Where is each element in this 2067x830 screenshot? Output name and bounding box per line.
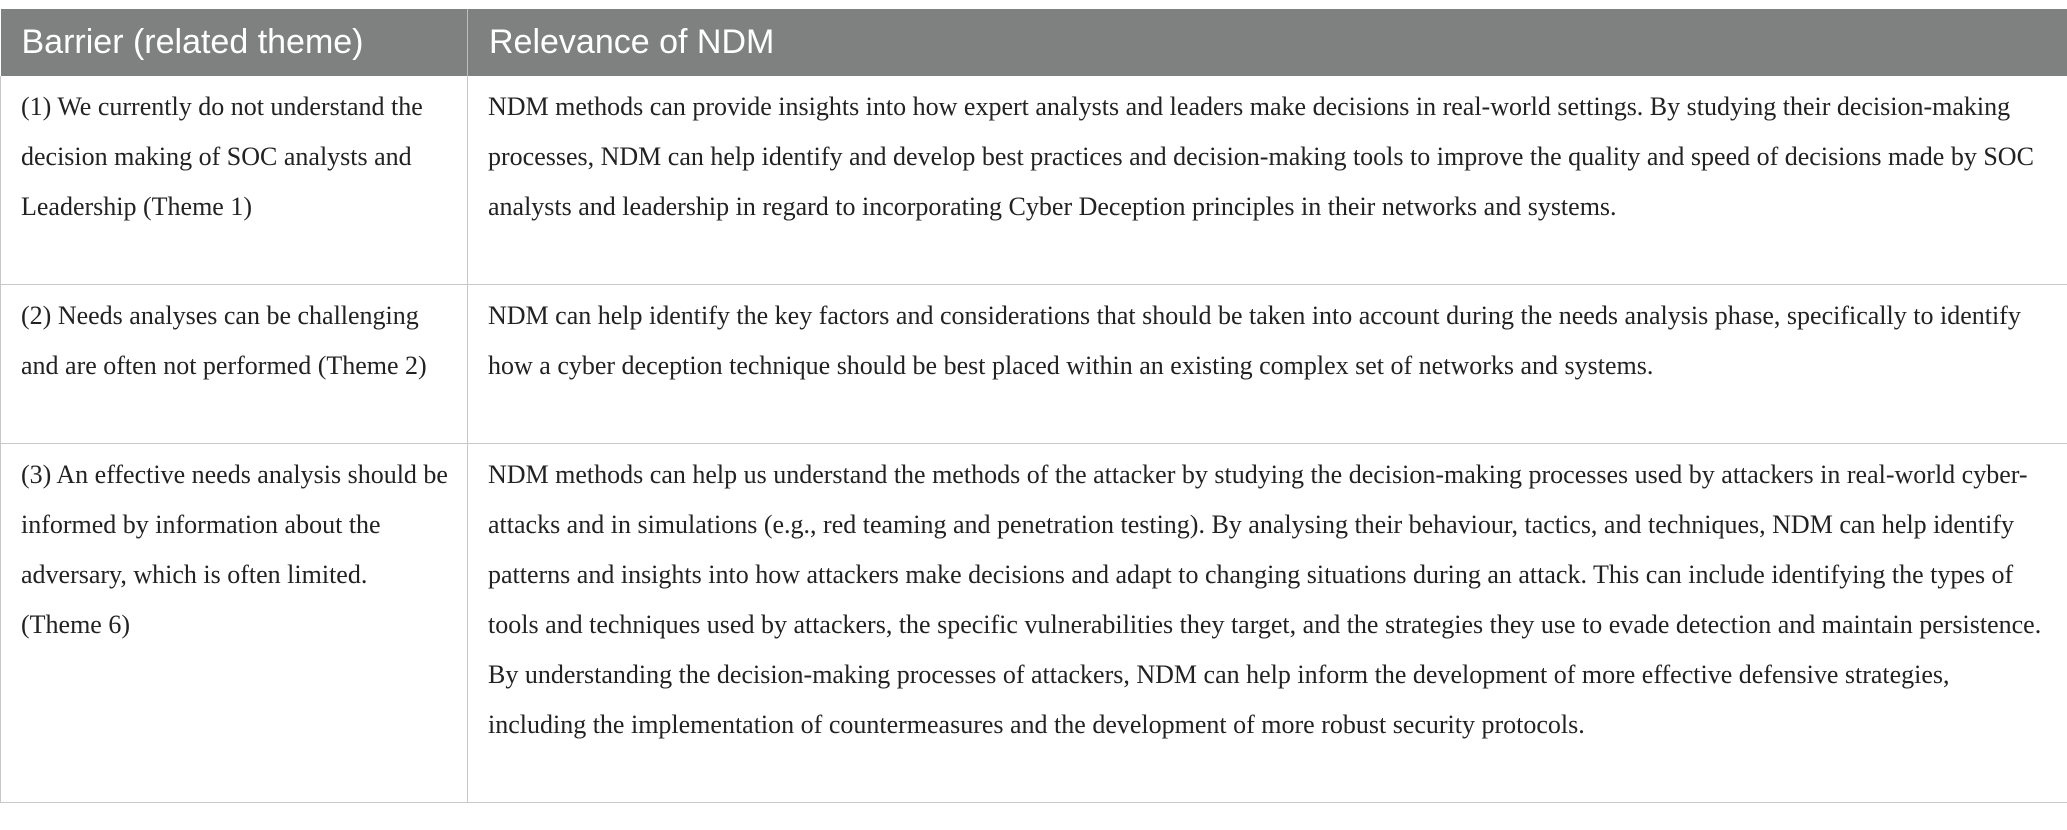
header-row: [1, 9, 2067, 76]
table-header: [1, 9, 2067, 76]
table-body: [1, 76, 2067, 803]
ndm-barriers-table-container: [0, 9, 2067, 803]
barrier-cell: (1) We currently do not understand the decision making of SOC analysts and Leadership (Theme 1): [1, 76, 468, 285]
relevance-cell: NDM methods can help us understand the methods of the attacker by studying the decision-making processes used by attackers in real-world cyber-attacks and in simulations (e.g., red teaming and penetration testing). By analysing their behaviour, tactics, and techniques, NDM can help identify patterns and insights into how attackers make decisions and adapt to changing situations during an attack. This can include identifying the types of tools and techniques used by attackers, the specific vulnerabilities they target, and the strategies they use to evade detection and maintain persistence. By understanding the decision-making processes of attackers, NDM can help inform the development of more effective defensive strategies, including the implementation of countermeasures and the development of more robust security protocols.: [468, 444, 2067, 803]
relevance-cell: NDM methods can provide insights into how expert analysts and leaders make decisions in real-world settings. By studying their decision-making processes, NDM can help identify and develop best practices and decision-making tools to improve the quality and speed of decisions made by SOC analysts and leadership in regard to incorporating Cyber Deception principles in their networks and systems.: [468, 76, 2067, 285]
table-row: [1, 285, 2067, 444]
header-relevance: Relevance of NDM: [468, 9, 2067, 76]
header-barrier: Barrier (related theme): [1, 9, 468, 76]
relevance-cell: NDM can help identify the key factors and considerations that should be taken into account during the needs analysis phase, specifically to identify how a cyber deception technique should be best placed within an existing complex set of networks and systems.: [468, 285, 2067, 444]
table-row: [1, 76, 2067, 285]
barrier-cell: (2) Needs analyses can be challenging and are often not performed (Theme 2): [1, 285, 468, 444]
barrier-cell: (3) An effective needs analysis should be informed by information about the adversary, which is often limited. (Theme 6): [1, 444, 468, 803]
table-row: [1, 444, 2067, 803]
ndm-barriers-table: [0, 9, 2067, 803]
